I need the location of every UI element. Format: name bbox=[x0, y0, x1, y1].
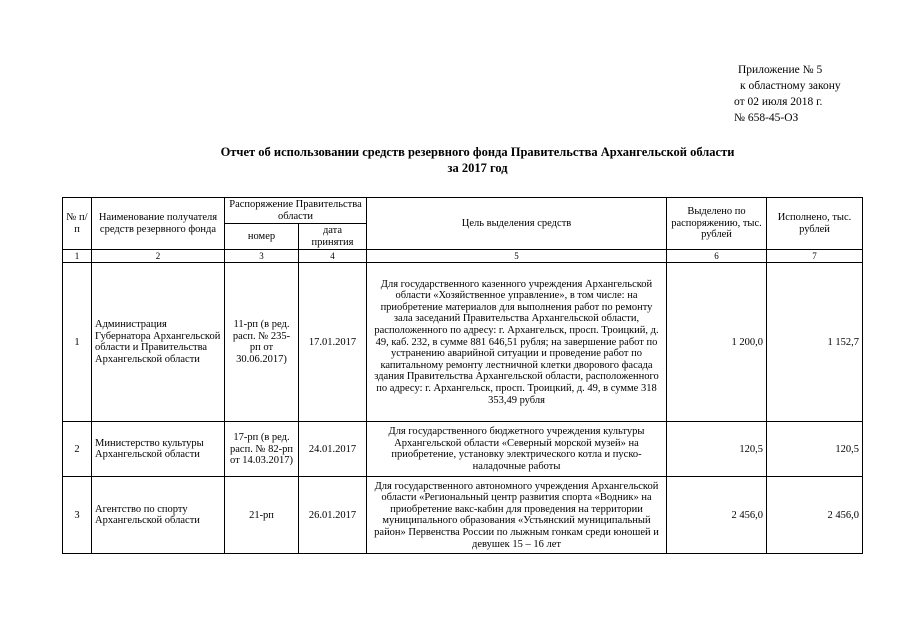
column-number: 5 bbox=[367, 250, 667, 263]
row-recipient: Администрация Губернатора Архангельской области и Правительства Архангельской области bbox=[92, 263, 225, 422]
row-num: 1 bbox=[63, 263, 92, 422]
column-number: 3 bbox=[225, 250, 299, 263]
row-recipient: Агентство по спорту Архангельской области bbox=[92, 477, 225, 554]
header-row-1 bbox=[63, 198, 863, 224]
row-order-date: 24.01.2017 bbox=[299, 422, 367, 477]
row-order-number: 17-рп (в ред. расп. № 82-рп от 14.03.2017) bbox=[225, 422, 299, 477]
row-num: 2 bbox=[63, 422, 92, 477]
row-executed: 2 456,0 bbox=[767, 477, 863, 554]
row-order-date: 17.01.2017 bbox=[299, 263, 367, 422]
header-num: № п/п bbox=[63, 198, 92, 250]
row-purpose: Для государственного автономного учреждения Архангельской области «Региональный центр развития спорта «Водник» на приобретение вакс-кабин для проведения на территории муниципального образования «Устьянский муниципальный район» Первенства России по лыжным гонкам среди юношей и девушек 15 – 16 лет bbox=[367, 477, 667, 554]
row-executed: 1 152,7 bbox=[767, 263, 863, 422]
report-title-line-2: за 2017 год bbox=[447, 161, 508, 175]
row-purpose: Для государственного бюджетного учреждения культуры Архангельской области «Северный морской музей» на приобретение, установку электрического котла и пуско-наладочные работы bbox=[367, 422, 667, 477]
attachment-line-3: от 02 июля 2018 г. bbox=[734, 96, 823, 108]
header-order: Распоряжение Правительства области bbox=[225, 198, 367, 224]
row-allocated: 120,5 bbox=[667, 422, 767, 477]
row-num: 3 bbox=[63, 477, 92, 554]
column-number-row bbox=[63, 250, 863, 263]
row-recipient: Министерство культуры Архангельской области bbox=[92, 422, 225, 477]
column-number: 4 bbox=[299, 250, 367, 263]
table-row bbox=[63, 477, 863, 554]
report-title bbox=[60, 144, 895, 176]
row-order-date: 26.01.2017 bbox=[299, 477, 367, 554]
row-order-number: 11-рп (в ред. расп. № 235-рп от 30.06.2017) bbox=[225, 263, 299, 422]
attachment-line-4: № 658-45-ОЗ bbox=[734, 112, 799, 124]
table-row bbox=[63, 263, 863, 422]
row-allocated: 1 200,0 bbox=[667, 263, 767, 422]
header-recipient: Наименование получателя средств резервного фонда bbox=[92, 198, 225, 250]
header-executed: Исполнено, тыс. рублей bbox=[767, 198, 863, 250]
row-order-number: 21-рп bbox=[225, 477, 299, 554]
column-number: 6 bbox=[667, 250, 767, 263]
attachment-note bbox=[730, 62, 841, 126]
report-title-line-1: Отчет об использовании средств резервного фонда Правительства Архангельской области bbox=[220, 145, 735, 159]
header-order-date: дата принятия bbox=[299, 224, 367, 250]
column-number: 2 bbox=[92, 250, 225, 263]
header-order-number: номер bbox=[225, 224, 299, 250]
header-allocated: Выделено по распоряжению, тыс. рублей bbox=[667, 198, 767, 250]
reserve-fund-table bbox=[62, 197, 863, 554]
column-number: 7 bbox=[767, 250, 863, 263]
row-executed: 120,5 bbox=[767, 422, 863, 477]
table-row bbox=[63, 422, 863, 477]
column-number: 1 bbox=[63, 250, 92, 263]
attachment-line-2: к областному закону bbox=[740, 80, 841, 92]
row-allocated: 2 456,0 bbox=[667, 477, 767, 554]
attachment-line-1: Приложение № 5 bbox=[738, 64, 823, 76]
row-purpose: Для государственного казенного учреждения Архангельской области «Хозяйственное управление», в том числе: на приобретение материалов для выполнения работ по ремонту зала заседаний Правительства Архангельской области, расположенного по адресу: г. Архангельск, просп. Троицкий, д. 49, каб. 232, в сумме 881 646,51 рубля; на завершение работ по устранению аварийной ситуации и проведение работ по капитальному ремонту лестничной клетки дворового фасада здания Правительства Архангельской области, расположенного по адресу: г. Архангельск, просп. Троицкий, д. 49, в сумме 318 353,49 рубля bbox=[367, 263, 667, 422]
header-purpose: Цель выделения средств bbox=[367, 198, 667, 250]
